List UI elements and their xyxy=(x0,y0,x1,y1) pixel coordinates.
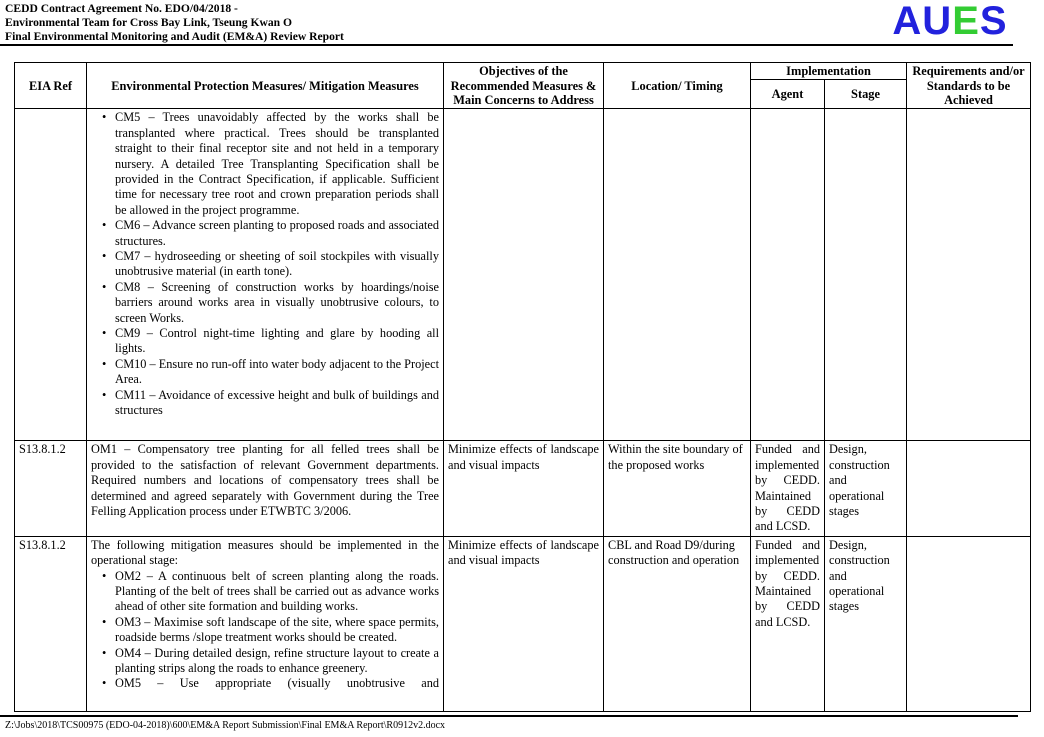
col-header-agent: Agent xyxy=(751,80,825,109)
cell-objectives xyxy=(444,109,604,441)
cell-eia-ref xyxy=(15,109,87,441)
table-header xyxy=(15,63,1031,109)
cell-requirements xyxy=(907,109,1031,441)
logo-letter: S xyxy=(979,0,1008,43)
table-row xyxy=(15,441,1031,536)
col-header-objectives: Objectives of the Recommended Measures & Main Concerns to Address xyxy=(444,63,604,109)
mitigation-measure-item: • CM10 – Ensure no run-off into water body adjacent to the Project Area. xyxy=(115,357,439,388)
measures-intro-text: OM1 – Compensatory tree planting for all felled trees shall be provided to the satisfaction of relevant Government departments. Required numbers and locations of compensatory trees shall be determined and agreed separately with Government during the Tree Felling Application process under ETWBTC 3/2006. xyxy=(91,442,439,518)
mitigation-measure-item: • OM4 – During detailed design, refine structure layout to create a planting strips along the roads to enhance greenery. xyxy=(115,646,439,677)
measures-cell-content xyxy=(91,538,439,692)
table-body xyxy=(15,109,1031,711)
cell-objectives: Minimize effects of landscape and visual impacts xyxy=(444,441,604,536)
cell-mitigation-measures xyxy=(87,536,444,711)
cell-implementation-agent: Funded and implemented by CEDD. Maintained by CEDD and LCSD. xyxy=(751,441,825,536)
cell-implementation-stage: Design, construction and operational stages xyxy=(825,536,907,711)
mitigation-measure-item: • CM9 – Control night-time lighting and glare by hooding all lights. xyxy=(115,326,439,357)
cell-mitigation-measures xyxy=(87,441,444,536)
cell-implementation-agent xyxy=(751,109,825,441)
measures-bullet-list xyxy=(91,110,439,418)
header-divider xyxy=(0,44,1013,46)
cell-implementation-agent: Funded and implemented by CEDD. Maintained by CEDD and LCSD. xyxy=(751,536,825,711)
footer-divider xyxy=(0,715,1018,717)
emna-implementation-schedule-table xyxy=(14,62,1031,712)
aues-logo xyxy=(888,1,1012,42)
mitigation-measure-item: • CM7 – hydroseeding or sheeting of soil stockpiles with visually unobtrusive material (in earth tone). xyxy=(115,249,439,280)
measures-cell-content xyxy=(91,442,439,519)
mitigation-measure-item: • OM2 – A continuous belt of screen planting along the roads. Planting of the belt of trees shall be carried out as advance works ahead of other site formation and building works. xyxy=(115,569,439,615)
cell-objectives: Minimize effects of landscape and visual impacts xyxy=(444,536,604,711)
mitigation-measure-item: • CM11 – Avoidance of excessive height and bulk of buildings and structures xyxy=(115,388,439,419)
mitigation-measure-item: • CM6 – Advance screen planting to proposed roads and associated structures. xyxy=(115,218,439,249)
cell-implementation-stage xyxy=(825,109,907,441)
col-header-requirements: Requirements and/or Standards to be Achieved xyxy=(907,63,1031,109)
logo-letter: E xyxy=(952,0,980,43)
header-line-contract: CEDD Contract Agreement No. EDO/04/2018 - xyxy=(5,2,238,15)
footer-file-path: Z:\Jobs\2018\TCS00975 (EDO-04-2018)\600\EM&A Report Submission\Final EM&A Report\R0912v2.docx xyxy=(5,720,446,731)
measures-cell-content xyxy=(91,110,439,418)
header-line-project: Environmental Team for Cross Bay Link, Tseung Kwan O xyxy=(5,16,293,30)
cell-implementation-stage: Design, construction and operational stages xyxy=(825,441,907,536)
col-header-measures: Environmental Protection Measures/ Mitigation Measures xyxy=(87,63,444,109)
col-header-eia-ref: EIA Ref xyxy=(15,63,87,109)
measures-bullet-list xyxy=(91,569,439,692)
col-header-location: Location/ Timing xyxy=(604,63,751,109)
cell-location-timing: CBL and Road D9/during construction and operation xyxy=(604,536,751,711)
col-header-implementation: Implementation xyxy=(751,63,907,80)
logo-letter: AU xyxy=(892,0,953,43)
table-row xyxy=(15,109,1031,441)
mitigation-measure-item: • OM3 – Maximise soft landscape of the site, where space permits, roadside berms /slope treatment works should be created. xyxy=(115,615,439,646)
cell-requirements xyxy=(907,441,1031,536)
mitigation-measure-item: • CM8 – Screening of construction works by hoardings/noise barriers around works area in visually unobtrusive colours, to screen Works. xyxy=(115,280,439,326)
table-row xyxy=(15,536,1031,711)
cell-location-timing xyxy=(604,109,751,441)
measures-intro-text: The following mitigation measures should be implemented in the operational stage: xyxy=(91,537,439,568)
cell-eia-ref: S13.8.1.2 xyxy=(15,441,87,536)
mitigation-measure-item: • OM5 – Use appropriate (visually unobtrusive and xyxy=(115,676,439,691)
cell-location-timing: Within the site boundary of the proposed works xyxy=(604,441,751,536)
col-header-stage: Stage xyxy=(825,80,907,109)
report-header xyxy=(5,2,344,45)
cell-requirements xyxy=(907,536,1031,711)
cell-mitigation-measures xyxy=(87,109,444,441)
cell-eia-ref: S13.8.1.2 xyxy=(15,536,87,711)
mitigation-measure-item: • CM5 – Trees unavoidably affected by the works shall be transplanted where practical. Trees should be transplanted straight to their final receptor site and not held in a temporary nursery. A detailed Tree Transplanting Specification shall be provided in the Contract Specification, if applicable. Sufficient time for necessary tree root and crown preparation periods shall be allowed in the project programme. xyxy=(115,110,439,218)
header-line-report-title: Final Environmental Monitoring and Audit (EM&A) Review Report xyxy=(5,30,344,44)
